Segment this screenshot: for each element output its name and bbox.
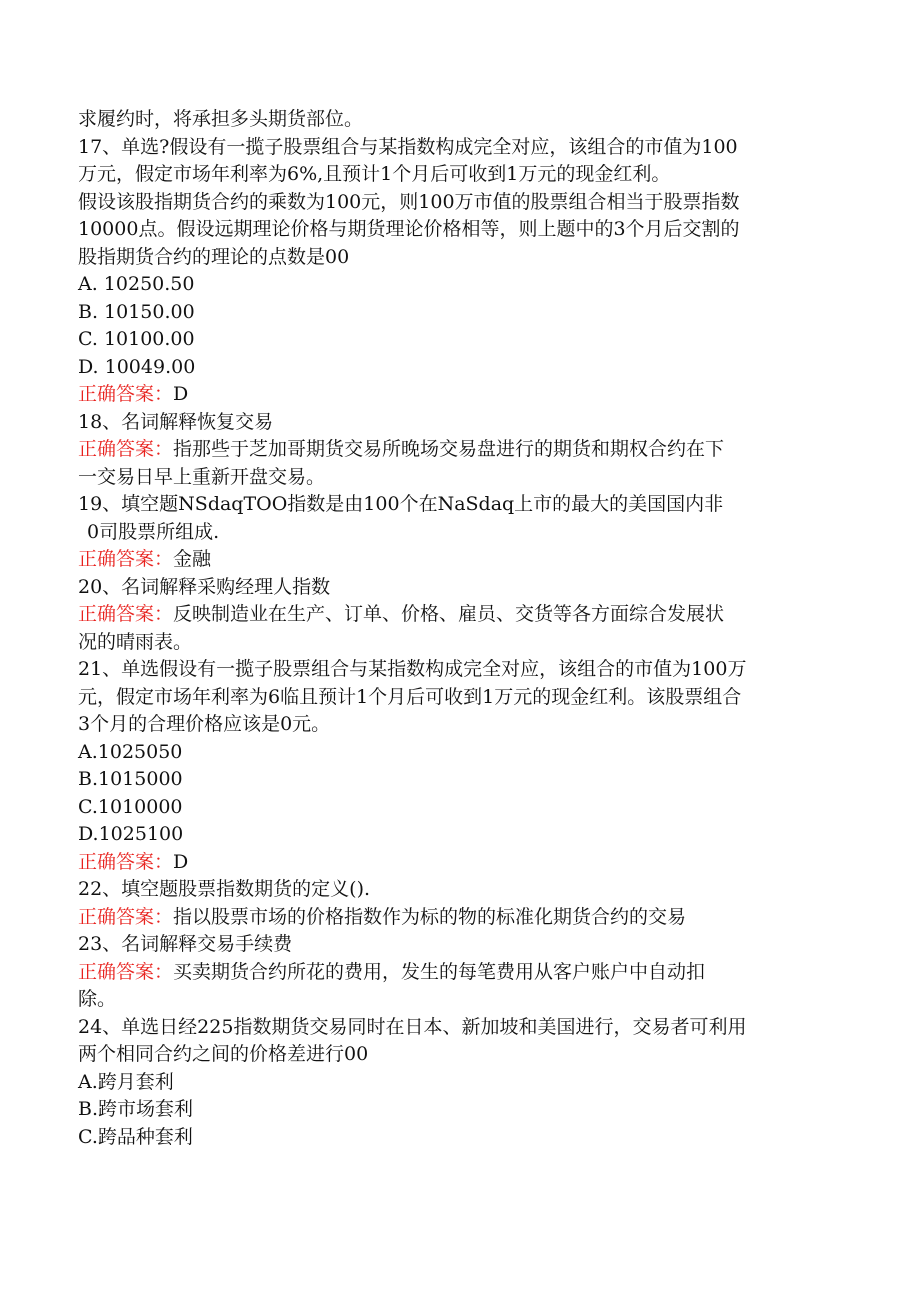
answer-line <box>78 546 828 574</box>
text-line <box>78 189 828 217</box>
line-text: 求履约时，将承担多头期货部位。 <box>78 108 364 130</box>
line-text: 元，假定市场年利率为6临且预计1个月后可收到1万元的现金红利。该股票组合 <box>78 685 742 708</box>
text-line <box>78 986 828 1014</box>
line-text: 19、填空题NSdaqTOO指数是由100个在NaSdaq上市的最大的美国国内非 <box>78 493 724 515</box>
line-text: 21、单选假设有一揽子股票组合与某指数构成完全对应，该组合的市值为100万 <box>78 658 747 680</box>
answer-label: 正确答案： <box>78 905 174 928</box>
text-line <box>78 711 828 739</box>
text-line <box>78 684 828 712</box>
line-text: 24、单选日经225指数期货交易同时在日本、新加坡和美国进行，交易者可利用 <box>78 1015 747 1038</box>
answer-line <box>78 601 828 629</box>
document-page <box>78 106 828 1151</box>
line-text: D. 10049.00 <box>78 355 196 378</box>
line-text: A.1025050 <box>78 740 183 763</box>
text-line <box>78 656 828 684</box>
answer-text: 指以股票市场的价格指数作为标的物的标准化期货合约的交易 <box>173 905 687 928</box>
answer-text: 买卖期货合约所花的费用，发生的每笔费用从客户账户中自动扣 <box>173 960 706 983</box>
text-line <box>78 464 828 492</box>
answer-line <box>78 381 828 409</box>
answer-text: 金融 <box>173 548 212 570</box>
text-line <box>78 491 828 519</box>
text-line <box>78 766 828 794</box>
text-line <box>78 299 828 327</box>
line-text: A.跨月套利 <box>78 1070 174 1093</box>
text-line <box>78 629 828 657</box>
text-line <box>78 354 828 382</box>
line-text: B.跨市场套利 <box>78 1098 194 1120</box>
line-text: 两个相同合约之间的价格差进行00 <box>78 1043 369 1065</box>
text-line <box>78 161 828 189</box>
answer-text: D <box>173 850 189 873</box>
text-line <box>78 1096 828 1124</box>
text-line <box>78 1069 828 1097</box>
line-text: 况的晴雨表。 <box>78 630 193 653</box>
text-line <box>78 1014 828 1042</box>
text-line <box>78 519 828 547</box>
text-line <box>78 876 828 904</box>
text-line <box>78 931 828 959</box>
line-text: A. 10250.50 <box>78 273 195 295</box>
line-text: 18、名词解释恢复交易 <box>78 410 274 433</box>
text-line <box>78 409 828 437</box>
text-line <box>78 794 828 822</box>
text-line <box>78 1124 828 1152</box>
answer-text: 反映制造业在生产、订单、价格、雇员、交货等各方面综合发展状 <box>173 603 725 625</box>
line-text: 3个月的合理价格应该是0元。 <box>78 713 331 735</box>
answer-label: 正确答案： <box>78 603 174 625</box>
text-line <box>78 134 828 162</box>
line-text: 假设该股指期货合约的乘数为100元，则100万市值的股票组合相当于股票指数 <box>78 190 740 213</box>
line-text: 除。 <box>78 988 117 1010</box>
line-text: C.1010000 <box>78 795 183 818</box>
answer-label: 正确答案： <box>78 383 174 405</box>
answer-label: 正确答案： <box>78 960 174 983</box>
line-text: B.1015000 <box>78 768 183 790</box>
text-line <box>78 739 828 767</box>
line-text: 10000点。假设远期理论价格与期货理论价格相等，则上题中的3个月后交割的 <box>78 218 740 240</box>
line-text: B. 10150.00 <box>78 300 195 323</box>
answer-label: 正确答案： <box>78 438 174 460</box>
answer-label: 正确答案： <box>78 850 174 873</box>
line-text: 17、单选?假设有一揽子股票组合与某指数构成完全对应，该组合的市值为100 <box>78 135 738 158</box>
answer-line <box>78 904 828 932</box>
line-text: 一交易日早上重新开盘交易。 <box>78 465 326 488</box>
answer-text: D <box>173 383 189 405</box>
text-line <box>78 271 828 299</box>
line-text: 22、填空题股票指数期货的定义(). <box>78 878 371 900</box>
answer-line <box>78 849 828 877</box>
text-line <box>78 574 828 602</box>
line-text: 0司股票所组成. <box>87 520 220 543</box>
line-text: C. 10100.00 <box>78 328 195 350</box>
answer-line <box>78 959 828 987</box>
answer-line <box>78 436 828 464</box>
line-text: 23、名词解释交易手续费 <box>78 933 293 955</box>
text-line <box>78 1041 828 1069</box>
text-line <box>78 326 828 354</box>
line-text: 股指期货合约的理论的点数是00 <box>78 245 350 268</box>
line-text: D.1025100 <box>78 823 184 845</box>
line-text: 20、名词解释采购经理人指数 <box>78 575 331 598</box>
text-line <box>78 216 828 244</box>
text-line <box>78 244 828 272</box>
answer-label: 正确答案： <box>78 548 174 570</box>
answer-text: 指那些于芝加哥期货交易所晚场交易盘进行的期货和期权合约在下 <box>173 438 725 460</box>
line-text: 万元，假定市场年利率为6%,且预计1个月后可收到1万元的现金红利。 <box>78 163 671 185</box>
text-line <box>78 821 828 849</box>
line-text: C.跨品种套利 <box>78 1125 193 1148</box>
text-line <box>78 106 828 134</box>
